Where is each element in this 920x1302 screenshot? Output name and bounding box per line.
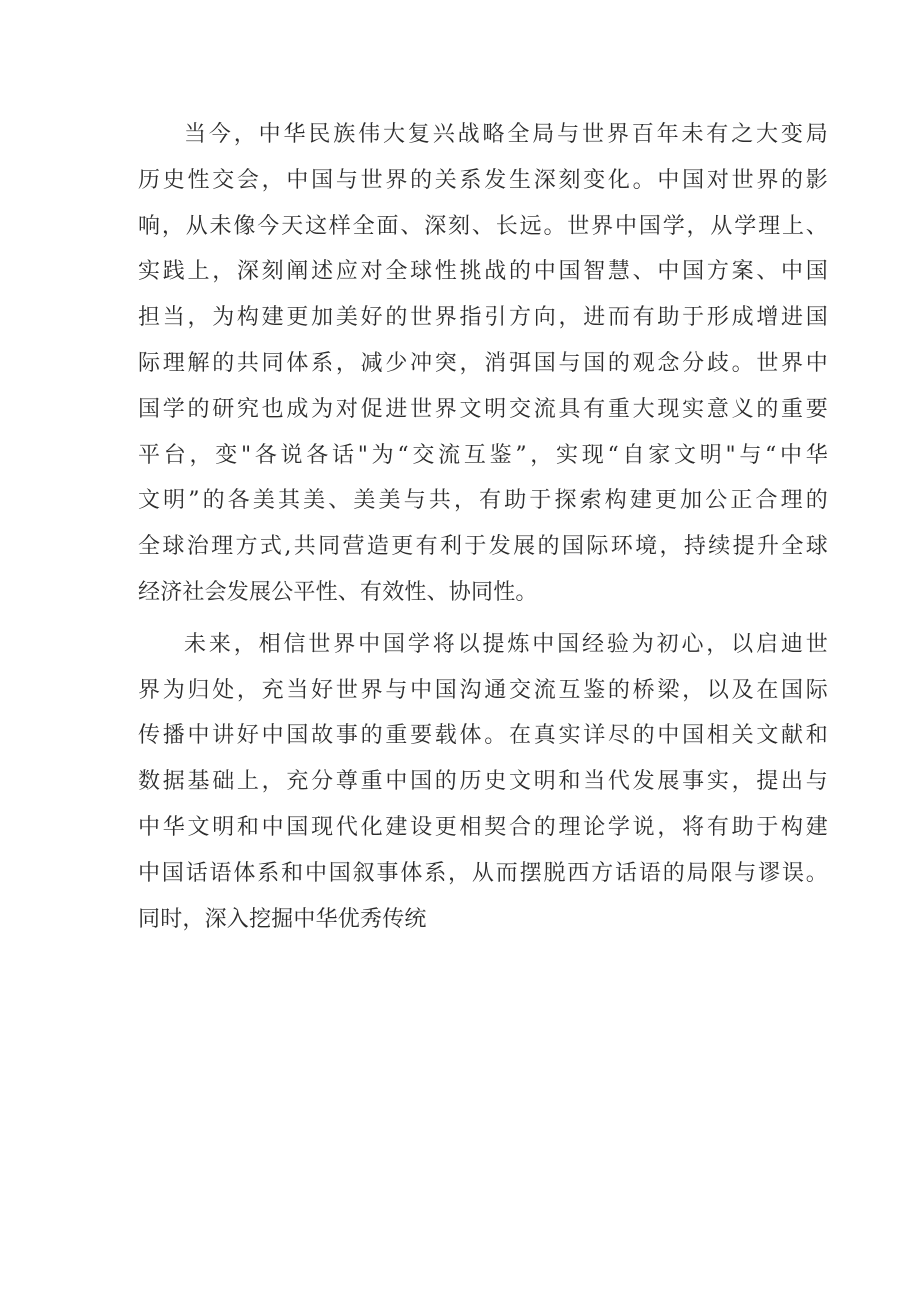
text-line: 全球治理方式,共同营造更有利于发展的国际环境，持续提升全球 <box>138 534 828 560</box>
text-line: 中华文明和中国现代化建设更相契合的理论学说，将有助于构建 <box>138 814 828 840</box>
text-line: 中国话语体系和中国叙事体系，从而摆脱西方话语的局限与谬误。 <box>138 860 828 886</box>
document-body <box>138 112 828 942</box>
text-line: 界为归处，充当好世界与中国沟通交流互鉴的桥梁，以及在国际 <box>138 677 828 703</box>
paragraph-2 <box>138 622 828 943</box>
text-line: 传播中讲好中国故事的重要载体。在真实详尽的中国相关文献和 <box>138 723 828 749</box>
text-line: 国学的研究也成为对促进世界文明交流具有重大现实意义的重要 <box>138 396 828 422</box>
text-line: 同时，深入挖掘中华优秀传统 <box>138 906 427 932</box>
text-line: 担当，为构建更加美好的世界指引方向，进而有助于形成增进国 <box>138 305 828 331</box>
text-line: 文明”的各美其美、美美与共，有助于探索构建更加公正合理的 <box>138 488 828 514</box>
paragraph-1 <box>138 112 828 616</box>
text-line: 数据基础上，充分尊重中国的历史文明和当代发展事实，提出与 <box>138 769 828 795</box>
text-line: 当今，中华民族伟大复兴战略全局与世界百年未有之大变局 <box>184 122 828 147</box>
text-line: 未来，相信世界中国学将以提炼中国经验为初心，以启迪世 <box>184 631 828 657</box>
text-line: 实践上，深刻阐述应对全球性挑战的中国智慧、中国方案、中国 <box>138 259 828 285</box>
text-line: 平台，变"各说各话"为“交流互鉴”，实现“自家文明"与“中华 <box>138 442 828 468</box>
text-line: 响，从未像今天这样全面、深刻、长远。世界中国学，从学理上、 <box>138 213 828 239</box>
text-line: 历史性交会，中国与世界的关系发生深刻变化。中国对世界的影 <box>138 167 828 193</box>
text-line: 际理解的共同体系，减少冲突，消弭国与国的观念分歧。世界中 <box>138 350 828 376</box>
text-line: 经济社会发展公平性、有效性、协同性。 <box>138 579 538 605</box>
